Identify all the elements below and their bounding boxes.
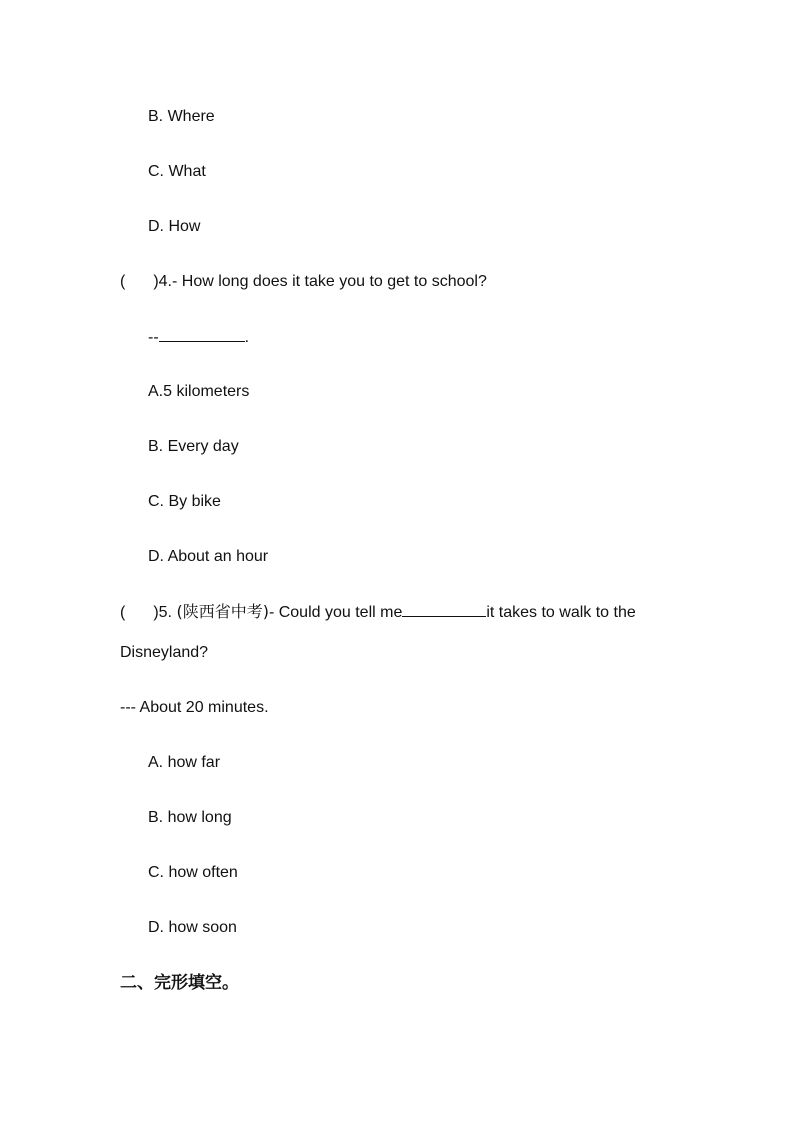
option-a: A. how far (148, 754, 221, 771)
option-d: D. About an hour (148, 548, 269, 565)
option-b: B. Where (148, 108, 215, 125)
question-5 (120, 602, 636, 623)
option-c: C. What (148, 163, 206, 180)
answer-prefix: -- (148, 329, 159, 346)
question-5-continuation: Disneyland? (120, 644, 209, 661)
question-stem-after: it takes to walk to the (486, 604, 636, 621)
answer-paren-close: ) (153, 273, 159, 290)
question-source: (陕西省中考) (176, 602, 269, 621)
option-c: C. how often (148, 864, 238, 881)
option-d: D. how soon (148, 919, 237, 936)
option-b: B. how long (148, 809, 232, 826)
option-b: B. Every day (148, 438, 239, 455)
answer-paren-close: ) (153, 604, 159, 621)
option-d: D. How (148, 218, 201, 235)
question-stem-before: - Could you tell me (268, 604, 403, 621)
question-number: 4. (158, 273, 172, 290)
answer-paren-open: ( (120, 604, 126, 621)
option-a: A.5 kilometers (148, 383, 250, 400)
option-c: C. By bike (148, 493, 221, 510)
question-4 (120, 272, 487, 292)
question-stem: - How long does it take you to get to school? (172, 273, 487, 290)
question-5-reply: --- About 20 minutes. (120, 699, 269, 716)
question-blank (402, 602, 486, 617)
question-number: 5. (158, 604, 177, 621)
answer-paren-open: ( (120, 273, 126, 290)
question-4-answer-line (148, 327, 249, 348)
answer-suffix: . (244, 329, 250, 346)
section-title: 二、完形填空。 (120, 973, 239, 993)
answer-blank (159, 327, 245, 342)
